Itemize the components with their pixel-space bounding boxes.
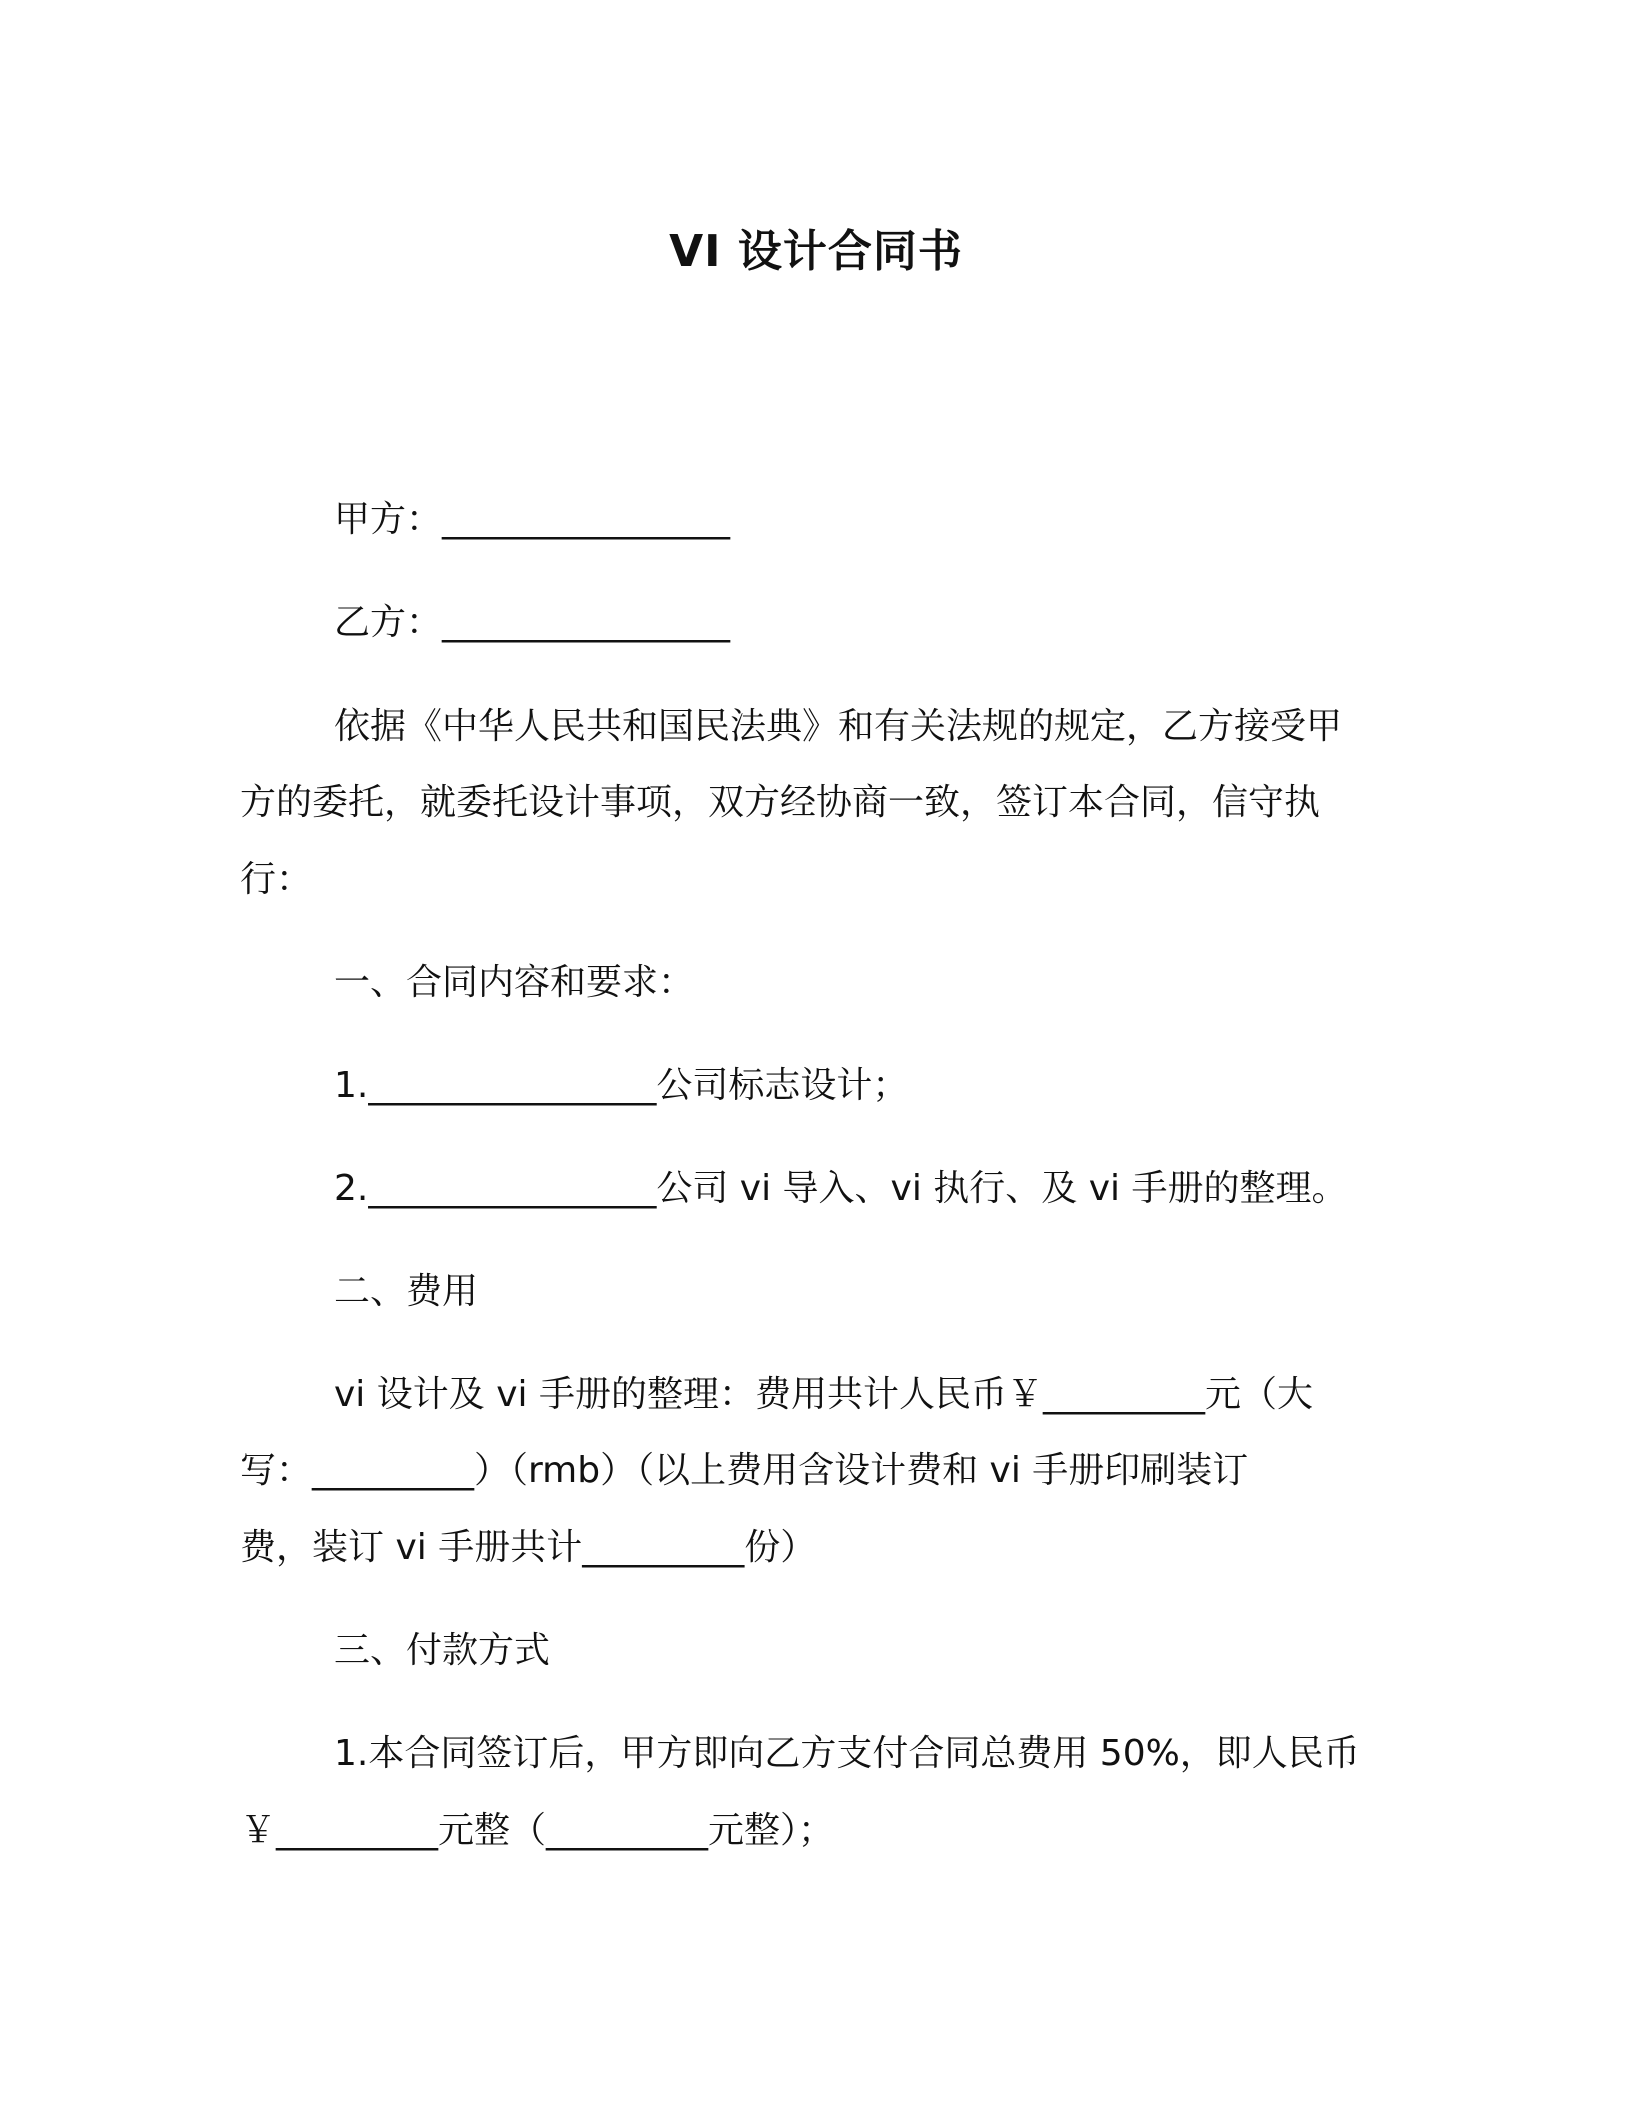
preamble-line-2: 方的委托，就委托设计事项，双方经协商一致，签订本合同，信守执 [240, 782, 1321, 823]
section3-line-2: ￥_________元整（_________元整）； [240, 1810, 835, 1851]
preamble-line-1: 依据《中华人民共和国民法典》和有关法规的规定，乙方接受甲 [334, 706, 1343, 747]
party-b-line: 乙方：________________ [334, 602, 731, 643]
section2-line-3: 费，装订 vi 手册共计_________份） [240, 1527, 817, 1568]
section1-item-1: 1.________________公司标志设计； [334, 1065, 909, 1106]
section2-heading: 二、费用 [334, 1271, 479, 1312]
section2-line-2: 写：_________）（rmb）（以上费用含设计费和 vi 手册印刷装订 [240, 1450, 1249, 1491]
page-title: VI 设计合同书 [669, 226, 963, 277]
party-a-line: 甲方：________________ [334, 499, 731, 540]
section3-heading: 三、付款方式 [334, 1630, 551, 1671]
section2-line-1: vi 设计及 vi 手册的整理：费用共计人民币￥_________元（大 [334, 1374, 1313, 1415]
section3-line-1: 1.本合同签订后，甲方即向乙方支付合同总费用 50%，即人民币 [334, 1733, 1360, 1774]
preamble-line-3: 行： [240, 859, 313, 900]
section1-heading: 一、合同内容和要求： [334, 962, 695, 1003]
section1-item-2: 2.________________公司 vi 导入、vi 执行、及 vi 手册的整理。 [334, 1168, 1348, 1209]
